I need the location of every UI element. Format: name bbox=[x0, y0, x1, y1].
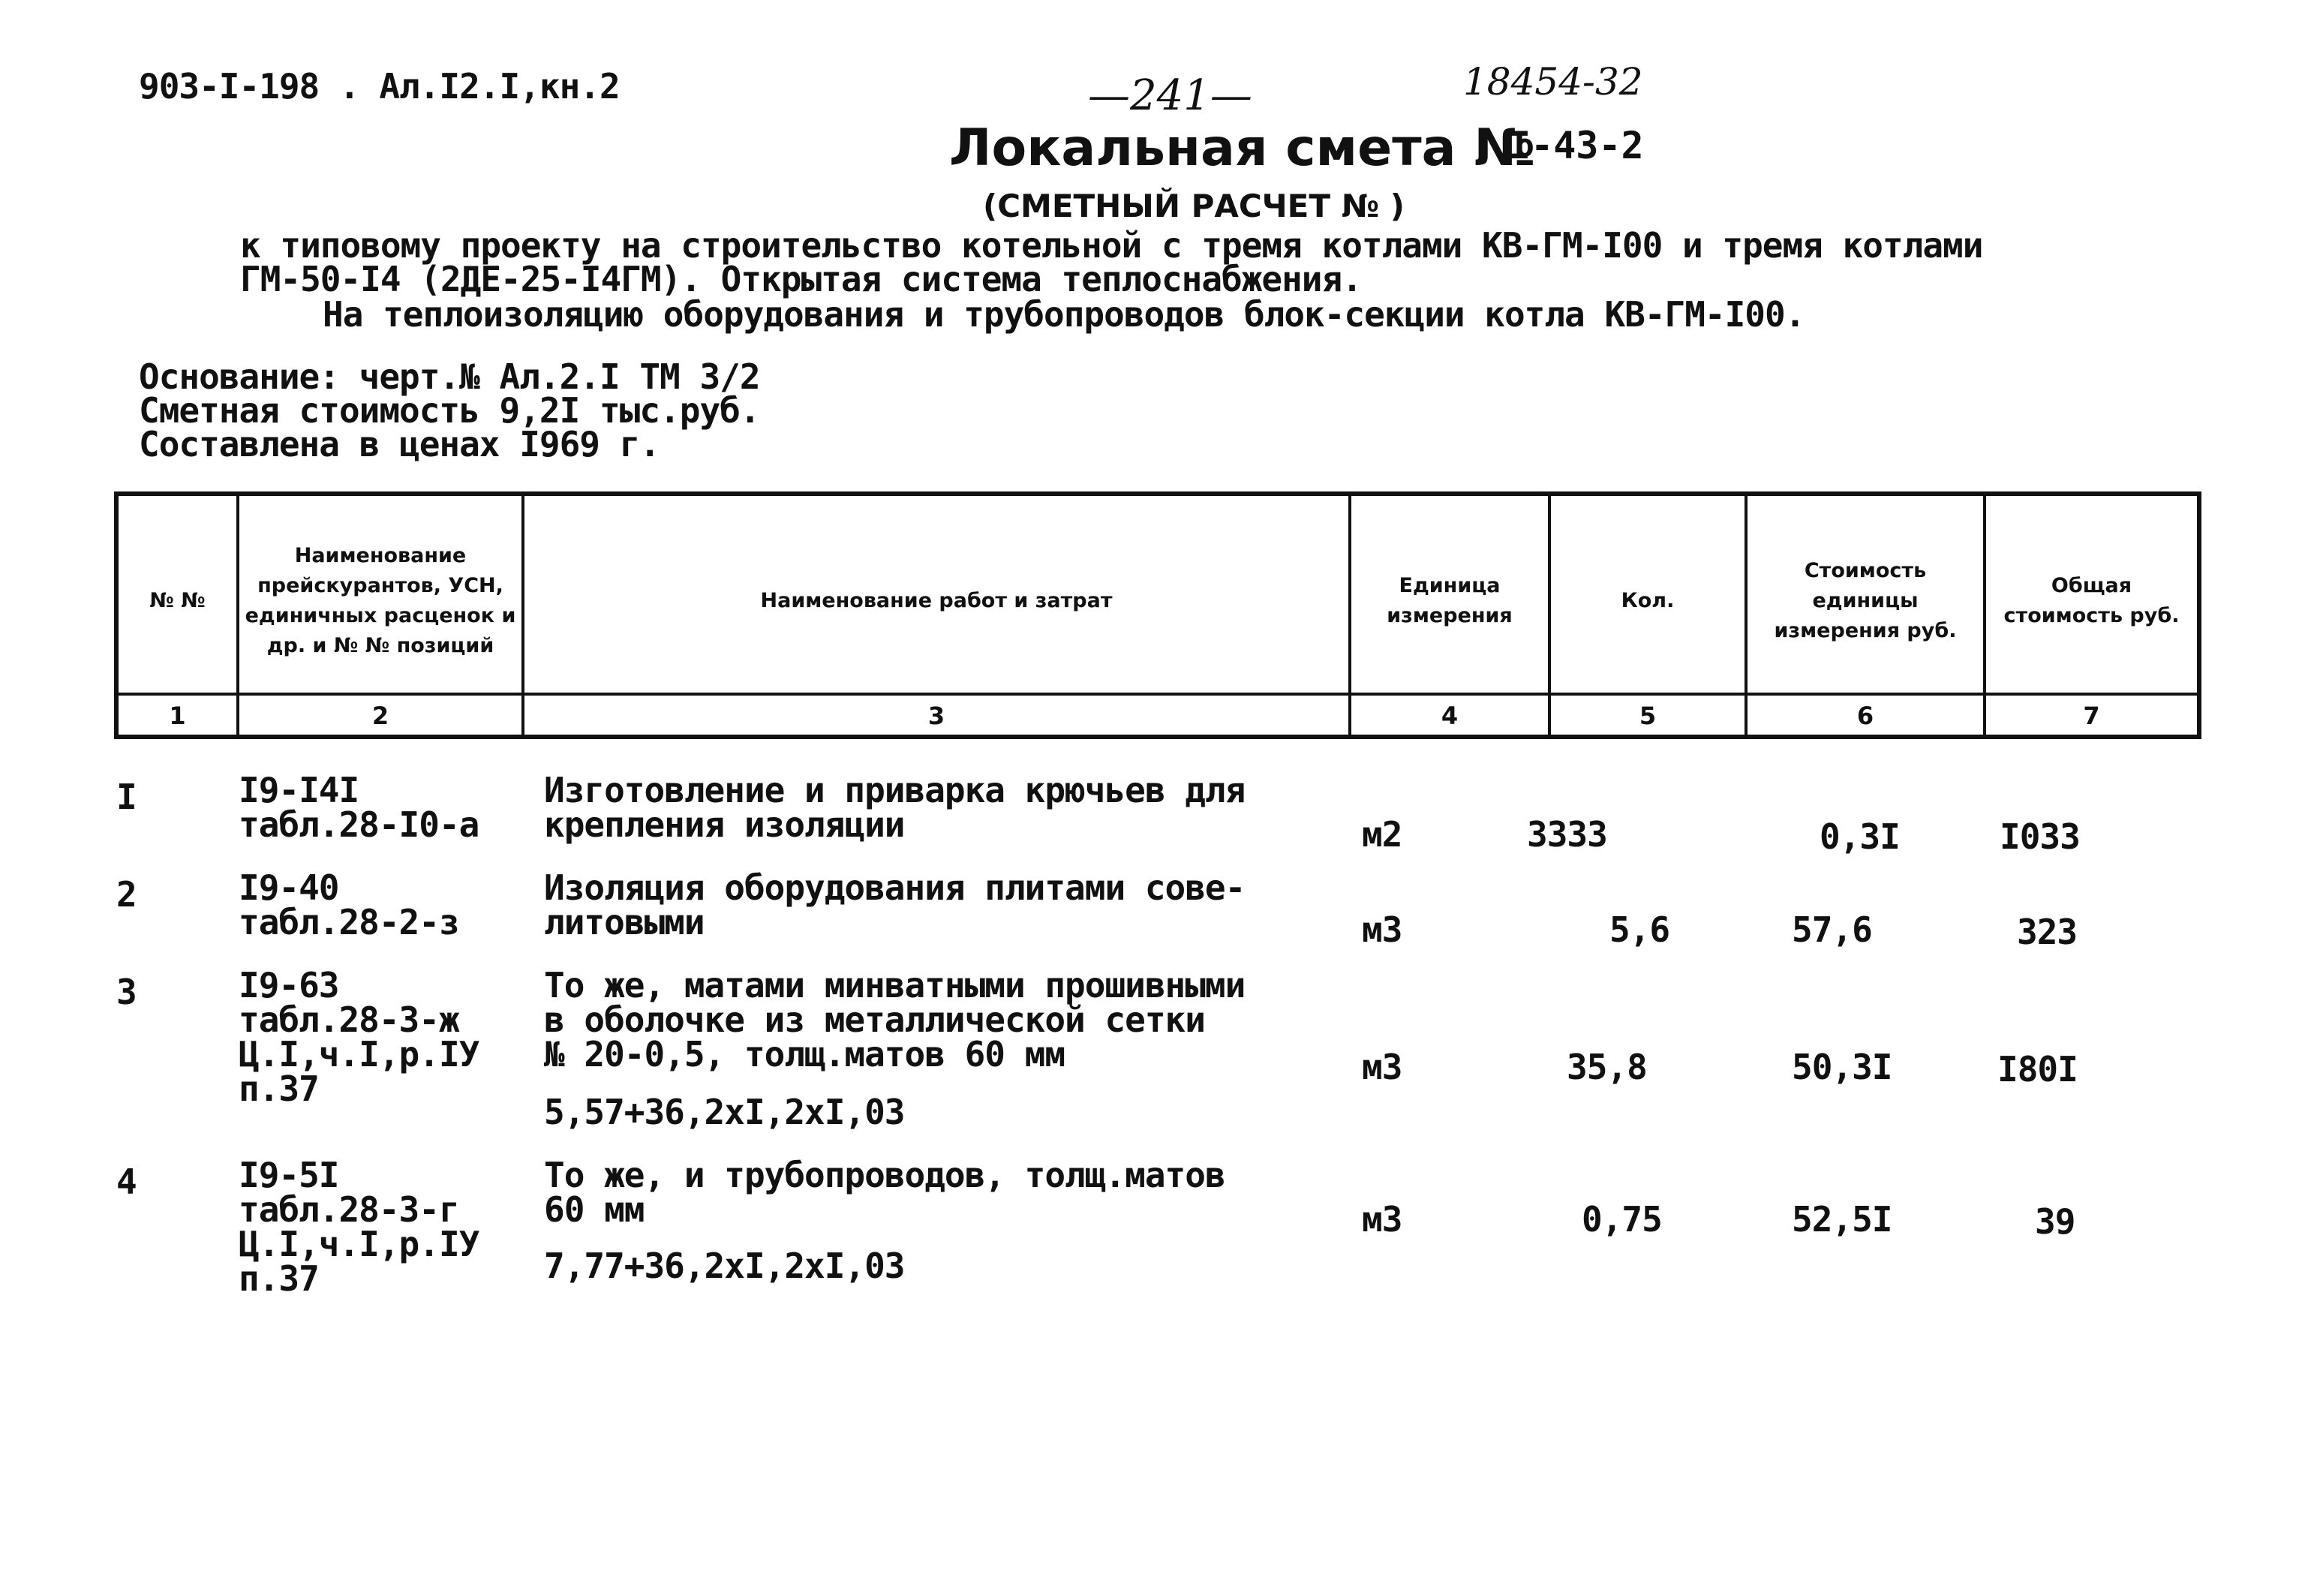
column-header-pricelist: Наименование прейскурантов, УСН, единичных расценок и др. и № № позиций bbox=[245, 544, 516, 657]
column-number: 4 bbox=[1441, 702, 1459, 730]
page-title: Локальная смета № bbox=[949, 119, 1536, 178]
column-1 bbox=[119, 496, 239, 735]
column-header-work-name: Наименование работ и затрат bbox=[760, 589, 1113, 612]
row-number: 4 bbox=[116, 1162, 137, 1202]
row-number: 2 bbox=[116, 874, 137, 915]
row-quantity: 0,75 bbox=[1582, 1199, 1662, 1240]
column-header-unit-cost: Стоимость единицы измерения руб. bbox=[1774, 559, 1957, 642]
row-code: I9-I4I табл.28-I0-а bbox=[239, 770, 479, 845]
column-7 bbox=[1986, 496, 2197, 735]
row-total-cost: I80I bbox=[1997, 1049, 2078, 1090]
row-unit: м2 bbox=[1362, 814, 1402, 855]
column-6 bbox=[1748, 496, 1986, 735]
row-total-cost: 39 bbox=[2035, 1201, 2075, 1242]
table-header bbox=[114, 491, 2201, 739]
row-number: 3 bbox=[116, 972, 137, 1012]
row-formula: 7,77+36,2хI,2хI,03 bbox=[544, 1246, 905, 1286]
row-formula: 5,57+36,2хI,2хI,03 bbox=[544, 1092, 905, 1132]
row-code: I9-40 табл.28-2-з bbox=[239, 867, 459, 942]
row-unit: м3 bbox=[1362, 909, 1402, 950]
column-header-number: № № bbox=[149, 589, 206, 612]
column-4 bbox=[1351, 496, 1551, 735]
row-quantity: 5,6 bbox=[1609, 909, 1670, 950]
column-number: 3 bbox=[927, 702, 945, 730]
row-total-cost: 323 bbox=[2017, 912, 2078, 952]
column-number: 2 bbox=[371, 702, 389, 730]
page-number: —241— bbox=[1088, 71, 1252, 120]
row-work-name: То же, и трубопроводов, толщ.матов 60 мм bbox=[544, 1155, 1225, 1230]
row-unit: м3 bbox=[1362, 1047, 1402, 1087]
column-header-unit: Единица измерения bbox=[1387, 574, 1513, 627]
basis-line-3: Составлена в ценах I969 г. bbox=[139, 424, 660, 464]
column-header-quantity: Кол. bbox=[1621, 589, 1675, 612]
row-unit-cost: 50,3I bbox=[1792, 1047, 1892, 1087]
row-number: I bbox=[116, 777, 137, 817]
description-line-1: к типовому проекту на строительство котельной с тремя котлами КВ-ГМ-I00 и тремя котлами bbox=[240, 225, 1983, 266]
description-line-2: ГМ-50-I4 (2ДЕ-25-I4ГМ). Открытая система теплоснабжения. bbox=[240, 259, 1362, 299]
row-unit: м3 bbox=[1362, 1199, 1402, 1240]
column-number: 7 bbox=[2083, 702, 2100, 730]
row-work-name: Изоляция оборудования плитами сове- литовыми bbox=[544, 867, 1246, 942]
row-quantity: 3333 bbox=[1527, 814, 1607, 855]
document-code: 903-I-198 . Ал.I2.I,кн.2 bbox=[139, 66, 620, 107]
column-5 bbox=[1551, 496, 1748, 735]
column-3 bbox=[524, 496, 1351, 735]
row-unit-cost: 52,5I bbox=[1792, 1199, 1892, 1240]
basis-line-1: Основание: черт.№ Ал.2.I ТМ 3/2 bbox=[139, 356, 760, 397]
row-code: I9-63 табл.28-3-ж Ц.I,ч.I,р.IУ п.37 bbox=[239, 965, 479, 1109]
column-2 bbox=[239, 496, 524, 735]
page-subtitle: (СМЕТНЫЙ РАСЧЕТ № ) bbox=[983, 188, 1405, 224]
estimate-number: I-43-2 bbox=[1508, 124, 1644, 167]
basis-line-2: Сметная стоимость 9,2I тыс.руб. bbox=[139, 390, 760, 431]
document-number: 18454-32 bbox=[1463, 60, 1643, 104]
description-line-3: На теплоизоляцию оборудования и трубопроводов блок-секции котла КВ-ГМ-I00. bbox=[323, 294, 1805, 335]
row-work-name: То же, матами минватными прошивными в оболочке из металлической сетки № 20-0,5, толщ.матов 60 мм bbox=[544, 965, 1246, 1075]
column-number: 5 bbox=[1639, 702, 1657, 730]
column-header-total-cost: Общая стоимость руб. bbox=[2003, 574, 2180, 627]
row-unit-cost: 57,6 bbox=[1792, 909, 1872, 950]
row-quantity: 35,8 bbox=[1567, 1047, 1647, 1087]
row-code: I9-5I табл.28-3-г Ц.I,ч.I,р.IУ п.37 bbox=[239, 1155, 479, 1299]
row-work-name: Изготовление и приварка крючьев для крепления изоляции bbox=[544, 770, 1246, 845]
row-unit-cost: 0,3I bbox=[1820, 816, 1900, 857]
row-total-cost: I033 bbox=[2000, 816, 2080, 857]
column-number: 6 bbox=[1856, 702, 1874, 730]
column-number: 1 bbox=[169, 702, 186, 730]
